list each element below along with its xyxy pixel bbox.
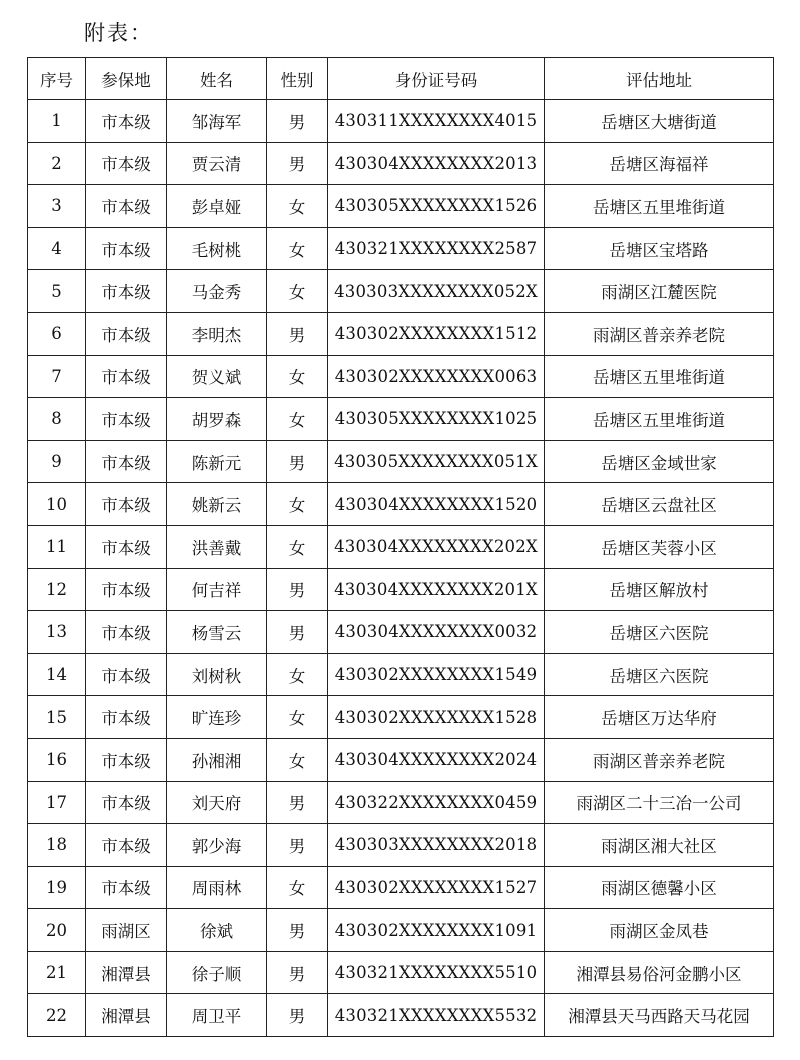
cell-id-number: 430304XXXXXXXX2013 bbox=[328, 142, 545, 185]
table-row bbox=[28, 525, 774, 568]
cell-id-number: 430302XXXXXXXX1549 bbox=[328, 653, 545, 696]
cell-name: 贺义斌 bbox=[167, 355, 267, 398]
table-body bbox=[28, 100, 774, 1037]
cell-assessment-address: 岳塘区云盘社区 bbox=[545, 483, 774, 526]
cell-gender: 男 bbox=[267, 100, 328, 143]
cell-assessment-address: 岳塘区宝塔路 bbox=[545, 227, 774, 270]
cell-assessment-address: 岳塘区五里堆街道 bbox=[545, 355, 774, 398]
cell-gender: 女 bbox=[267, 270, 328, 313]
cell-id-number: 430305XXXXXXXX1526 bbox=[328, 185, 545, 228]
cell-index: 19 bbox=[28, 866, 86, 909]
cell-insured-region: 雨湖区 bbox=[86, 909, 167, 952]
cell-index: 3 bbox=[28, 185, 86, 228]
table-row bbox=[28, 781, 774, 824]
table-row bbox=[28, 142, 774, 185]
cell-id-number: 430302XXXXXXXX1527 bbox=[328, 866, 545, 909]
cell-insured-region: 市本级 bbox=[86, 355, 167, 398]
header-assessment-address: 评估地址 bbox=[545, 58, 774, 100]
cell-insured-region: 市本级 bbox=[86, 781, 167, 824]
cell-assessment-address: 雨湖区金凤巷 bbox=[545, 909, 774, 952]
cell-index: 22 bbox=[28, 994, 86, 1037]
header-id-number: 身份证号码 bbox=[328, 58, 545, 100]
cell-id-number: 430302XXXXXXXX0063 bbox=[328, 355, 545, 398]
table-row bbox=[28, 824, 774, 867]
cell-gender: 女 bbox=[267, 483, 328, 526]
table-row bbox=[28, 866, 774, 909]
cell-index: 14 bbox=[28, 653, 86, 696]
cell-index: 9 bbox=[28, 440, 86, 483]
cell-insured-region: 湘潭县 bbox=[86, 994, 167, 1037]
cell-id-number: 430304XXXXXXXX0032 bbox=[328, 611, 545, 654]
cell-gender: 男 bbox=[267, 312, 328, 355]
cell-name: 郭少海 bbox=[167, 824, 267, 867]
cell-name: 毛树桃 bbox=[167, 227, 267, 270]
table-row bbox=[28, 100, 774, 143]
cell-index: 11 bbox=[28, 525, 86, 568]
cell-insured-region: 湘潭县 bbox=[86, 951, 167, 994]
cell-insured-region: 市本级 bbox=[86, 568, 167, 611]
cell-id-number: 430304XXXXXXXX2024 bbox=[328, 738, 545, 781]
cell-gender: 男 bbox=[267, 781, 328, 824]
cell-insured-region: 市本级 bbox=[86, 142, 167, 185]
table-row bbox=[28, 398, 774, 441]
cell-assessment-address: 雨湖区湘大社区 bbox=[545, 824, 774, 867]
cell-assessment-address: 岳塘区六医院 bbox=[545, 611, 774, 654]
cell-assessment-address: 雨湖区普亲养老院 bbox=[545, 312, 774, 355]
cell-insured-region: 市本级 bbox=[86, 312, 167, 355]
table-row bbox=[28, 994, 774, 1037]
cell-insured-region: 市本级 bbox=[86, 653, 167, 696]
cell-gender: 男 bbox=[267, 951, 328, 994]
cell-index: 18 bbox=[28, 824, 86, 867]
attachment-heading: 附表： bbox=[84, 21, 153, 45]
header-index: 序号 bbox=[28, 58, 86, 100]
assessment-roster-table bbox=[27, 57, 774, 1037]
cell-assessment-address: 岳塘区海福祥 bbox=[545, 142, 774, 185]
cell-gender: 女 bbox=[267, 738, 328, 781]
cell-insured-region: 市本级 bbox=[86, 440, 167, 483]
cell-name: 徐斌 bbox=[167, 909, 267, 952]
table-row bbox=[28, 653, 774, 696]
table-row bbox=[28, 312, 774, 355]
cell-assessment-address: 岳塘区五里堆街道 bbox=[545, 398, 774, 441]
cell-insured-region: 市本级 bbox=[86, 100, 167, 143]
header-insured-region: 参保地 bbox=[86, 58, 167, 100]
cell-gender: 女 bbox=[267, 696, 328, 739]
header-gender: 性别 bbox=[267, 58, 328, 100]
cell-id-number: 430303XXXXXXXX2018 bbox=[328, 824, 545, 867]
cell-id-number: 430304XXXXXXXX201X bbox=[328, 568, 545, 611]
cell-name: 贾云清 bbox=[167, 142, 267, 185]
cell-index: 10 bbox=[28, 483, 86, 526]
cell-name: 徐子顺 bbox=[167, 951, 267, 994]
cell-id-number: 430322XXXXXXXX0459 bbox=[328, 781, 545, 824]
cell-name: 彭卓娅 bbox=[167, 185, 267, 228]
cell-name: 周卫平 bbox=[167, 994, 267, 1037]
cell-name: 何吉祥 bbox=[167, 568, 267, 611]
cell-gender: 男 bbox=[267, 568, 328, 611]
cell-id-number: 430304XXXXXXXX202X bbox=[328, 525, 545, 568]
cell-gender: 男 bbox=[267, 824, 328, 867]
cell-id-number: 430321XXXXXXXX2587 bbox=[328, 227, 545, 270]
cell-assessment-address: 湘潭县易俗河金鹏小区 bbox=[545, 951, 774, 994]
cell-index: 15 bbox=[28, 696, 86, 739]
cell-index: 7 bbox=[28, 355, 86, 398]
cell-assessment-address: 岳塘区芙蓉小区 bbox=[545, 525, 774, 568]
cell-assessment-address: 岳塘区大塘街道 bbox=[545, 100, 774, 143]
table-row bbox=[28, 568, 774, 611]
table-row bbox=[28, 440, 774, 483]
cell-gender: 女 bbox=[267, 185, 328, 228]
cell-name: 马金秀 bbox=[167, 270, 267, 313]
cell-index: 16 bbox=[28, 738, 86, 781]
cell-name: 胡罗森 bbox=[167, 398, 267, 441]
cell-insured-region: 市本级 bbox=[86, 483, 167, 526]
table-row bbox=[28, 483, 774, 526]
cell-id-number: 430302XXXXXXXX1512 bbox=[328, 312, 545, 355]
cell-assessment-address: 雨湖区德馨小区 bbox=[545, 866, 774, 909]
table-row bbox=[28, 227, 774, 270]
cell-assessment-address: 岳塘区金域世家 bbox=[545, 440, 774, 483]
cell-assessment-address: 岳塘区五里堆街道 bbox=[545, 185, 774, 228]
table-row bbox=[28, 909, 774, 952]
cell-assessment-address: 雨湖区江麓医院 bbox=[545, 270, 774, 313]
cell-insured-region: 市本级 bbox=[86, 738, 167, 781]
cell-index: 4 bbox=[28, 227, 86, 270]
cell-id-number: 430311XXXXXXXX4015 bbox=[328, 100, 545, 143]
cell-insured-region: 市本级 bbox=[86, 398, 167, 441]
cell-index: 21 bbox=[28, 951, 86, 994]
cell-insured-region: 市本级 bbox=[86, 611, 167, 654]
table-row bbox=[28, 951, 774, 994]
cell-name: 杨雪云 bbox=[167, 611, 267, 654]
cell-gender: 男 bbox=[267, 994, 328, 1037]
table-row bbox=[28, 696, 774, 739]
cell-gender: 男 bbox=[267, 142, 328, 185]
cell-gender: 男 bbox=[267, 611, 328, 654]
cell-index: 13 bbox=[28, 611, 86, 654]
cell-name: 李明杰 bbox=[167, 312, 267, 355]
cell-gender: 女 bbox=[267, 525, 328, 568]
cell-gender: 女 bbox=[267, 227, 328, 270]
cell-name: 刘天府 bbox=[167, 781, 267, 824]
cell-insured-region: 市本级 bbox=[86, 525, 167, 568]
cell-index: 6 bbox=[28, 312, 86, 355]
cell-gender: 女 bbox=[267, 398, 328, 441]
cell-index: 20 bbox=[28, 909, 86, 952]
table-row bbox=[28, 738, 774, 781]
cell-gender: 男 bbox=[267, 909, 328, 952]
cell-index: 2 bbox=[28, 142, 86, 185]
cell-assessment-address: 岳塘区六医院 bbox=[545, 653, 774, 696]
cell-insured-region: 市本级 bbox=[86, 270, 167, 313]
cell-id-number: 430302XXXXXXXX1528 bbox=[328, 696, 545, 739]
cell-insured-region: 市本级 bbox=[86, 866, 167, 909]
cell-name: 姚新云 bbox=[167, 483, 267, 526]
cell-index: 12 bbox=[28, 568, 86, 611]
table-row bbox=[28, 185, 774, 228]
cell-assessment-address: 岳塘区万达华府 bbox=[545, 696, 774, 739]
cell-name: 周雨林 bbox=[167, 866, 267, 909]
cell-name: 洪善戴 bbox=[167, 525, 267, 568]
cell-insured-region: 市本级 bbox=[86, 696, 167, 739]
cell-name: 陈新元 bbox=[167, 440, 267, 483]
table-header-row bbox=[28, 58, 774, 100]
cell-index: 17 bbox=[28, 781, 86, 824]
cell-insured-region: 市本级 bbox=[86, 227, 167, 270]
cell-id-number: 430304XXXXXXXX1520 bbox=[328, 483, 545, 526]
table-row bbox=[28, 270, 774, 313]
header-name: 姓名 bbox=[167, 58, 267, 100]
cell-assessment-address: 雨湖区普亲养老院 bbox=[545, 738, 774, 781]
cell-name: 刘树秋 bbox=[167, 653, 267, 696]
cell-insured-region: 市本级 bbox=[86, 185, 167, 228]
cell-assessment-address: 雨湖区二十三冶一公司 bbox=[545, 781, 774, 824]
cell-gender: 女 bbox=[267, 866, 328, 909]
cell-id-number: 430302XXXXXXXX1091 bbox=[328, 909, 545, 952]
cell-gender: 男 bbox=[267, 440, 328, 483]
cell-id-number: 430303XXXXXXXX052X bbox=[328, 270, 545, 313]
cell-name: 孙湘湘 bbox=[167, 738, 267, 781]
cell-index: 1 bbox=[28, 100, 86, 143]
cell-insured-region: 市本级 bbox=[86, 824, 167, 867]
cell-id-number: 430321XXXXXXXX5510 bbox=[328, 951, 545, 994]
cell-name: 邹海军 bbox=[167, 100, 267, 143]
cell-assessment-address: 湘潭县天马西路天马花园 bbox=[545, 994, 774, 1037]
cell-assessment-address: 岳塘区解放村 bbox=[545, 568, 774, 611]
cell-gender: 女 bbox=[267, 355, 328, 398]
cell-id-number: 430321XXXXXXXX5532 bbox=[328, 994, 545, 1037]
cell-id-number: 430305XXXXXXXX1025 bbox=[328, 398, 545, 441]
cell-index: 5 bbox=[28, 270, 86, 313]
table-row bbox=[28, 355, 774, 398]
cell-index: 8 bbox=[28, 398, 86, 441]
cell-id-number: 430305XXXXXXXX051X bbox=[328, 440, 545, 483]
table-row bbox=[28, 611, 774, 654]
cell-name: 旷连珍 bbox=[167, 696, 267, 739]
cell-gender: 女 bbox=[267, 653, 328, 696]
